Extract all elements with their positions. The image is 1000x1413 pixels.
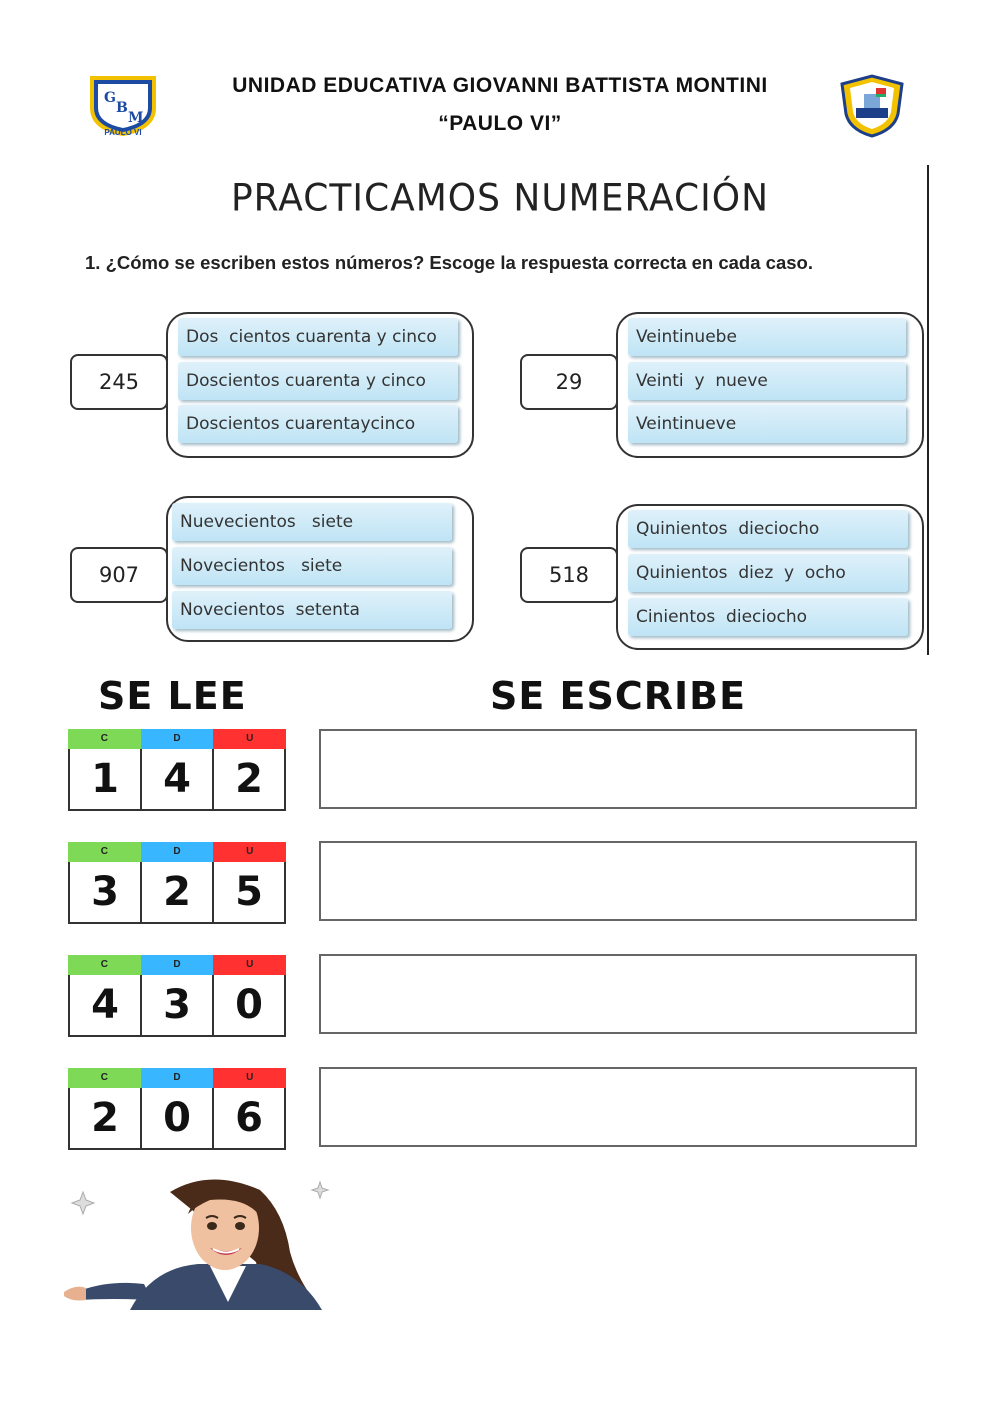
place-label-c: C — [68, 1068, 141, 1088]
digit-tens: 4 — [140, 749, 212, 809]
option-button[interactable]: Dos cientos cuarenta y cinco — [178, 318, 458, 356]
answer-input[interactable] — [319, 954, 917, 1034]
instruction-text: 1. ¿Cómo se escriben estos números? Escoge la respuesta correcta en cada caso. — [85, 252, 813, 273]
place-label-d: D — [141, 1068, 214, 1088]
place-label-d: D — [141, 729, 214, 749]
place-value-table — [68, 955, 286, 1037]
svg-text:M: M — [128, 110, 144, 126]
svg-text:G: G — [104, 90, 116, 106]
digit-units: 6 — [212, 1088, 284, 1148]
place-label-c: C — [68, 955, 141, 975]
answer-input[interactable] — [319, 1067, 917, 1147]
number-box: 518 — [520, 547, 618, 603]
place-label-c: C — [68, 842, 141, 862]
place-label-d: D — [141, 842, 214, 862]
digit-hundreds: 4 — [91, 982, 119, 1028]
page-title: PRACTICAMOS NUMERACIÓN — [230, 176, 770, 221]
answer-input[interactable] — [319, 841, 917, 921]
school-logo-left — [88, 74, 158, 138]
vertical-divider — [927, 165, 929, 655]
number-box: 29 — [520, 354, 618, 410]
digit-hundreds: 3 — [91, 869, 119, 915]
place-value-table — [68, 842, 286, 924]
option-button[interactable]: Veinti y nueve — [628, 362, 906, 400]
se-lee-heading: SE LEE — [98, 674, 247, 718]
option-button[interactable]: Doscientos cuarentaycinco — [178, 405, 458, 443]
option-button[interactable]: Novecientos setenta — [172, 591, 452, 629]
number-box: 245 — [70, 354, 168, 410]
place-label-d: D — [141, 955, 214, 975]
option-button[interactable]: Veintinueve — [628, 405, 906, 443]
digit-tens: 3 — [140, 975, 212, 1035]
place-value-table — [68, 729, 286, 811]
school-crest-icon — [836, 74, 908, 138]
option-button[interactable]: Veintinuebe — [628, 318, 906, 356]
place-label-c: C — [68, 729, 141, 749]
digit-hundreds: 2 — [91, 1095, 119, 1141]
option-button[interactable]: Novecientos siete — [172, 547, 452, 585]
answer-input[interactable] — [319, 729, 917, 809]
digit-tens: 2 — [140, 862, 212, 922]
place-label-u: U — [213, 842, 286, 862]
digit-units: 2 — [212, 749, 284, 809]
place-label-u: U — [213, 1068, 286, 1088]
option-button[interactable]: Quinientos dieciocho — [628, 510, 908, 548]
option-button[interactable]: Doscientos cuarenta y cinco — [178, 362, 458, 400]
se-escribe-heading: SE ESCRIBE — [490, 674, 747, 718]
option-button[interactable]: Cinientos dieciocho — [628, 598, 908, 636]
place-label-u: U — [213, 955, 286, 975]
digit-tens: 0 — [140, 1088, 212, 1148]
place-label-u: U — [213, 729, 286, 749]
place-value-table — [68, 1068, 286, 1150]
svg-text:B: B — [116, 100, 128, 116]
teacher-avatar-icon — [60, 1172, 350, 1314]
digit-units: 5 — [212, 862, 284, 922]
option-button[interactable]: Quinientos diez y ocho — [628, 554, 908, 592]
digit-units: 0 — [212, 975, 284, 1035]
school-name: UNIDAD EDUCATIVA GIOVANNI BATTISTA MONTINI — [232, 74, 768, 97]
option-button[interactable]: Nuevecientos siete — [172, 503, 452, 541]
digit-hundreds: 1 — [91, 756, 119, 802]
school-subtitle: “PAULO VI” — [438, 112, 562, 135]
number-box: 907 — [70, 547, 168, 603]
logo-caption: PAULO VI — [104, 128, 142, 137]
